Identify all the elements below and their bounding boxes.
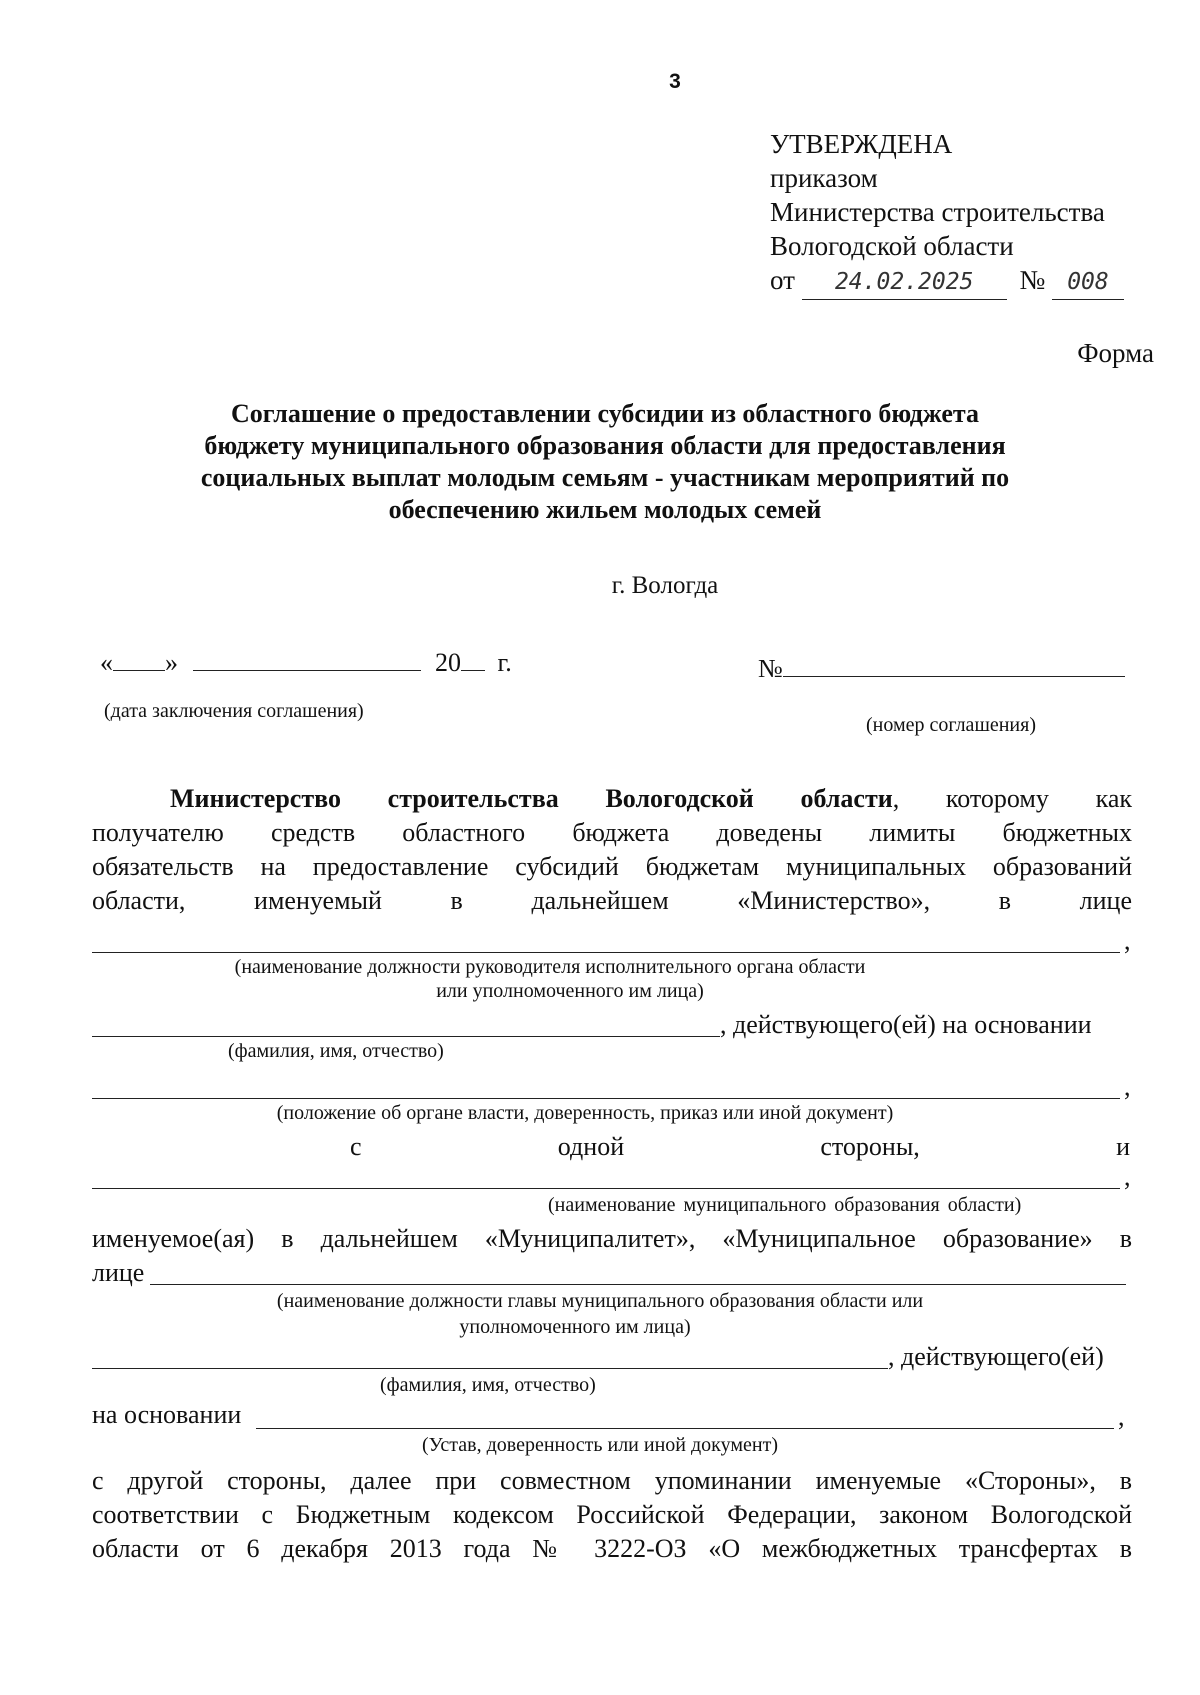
- position-2-blank[interactable]: [150, 1284, 1126, 1285]
- open-quote: «: [100, 648, 113, 677]
- title-line-4: обеспечению жильем молодых семей: [388, 495, 822, 524]
- acting: , действующего(ей): [888, 1342, 1104, 1371]
- caption-basis-1: (положение об органе власти, доверенность, приказ или иной документ): [276, 1102, 894, 1124]
- approval-line-region: Вологодской области: [770, 231, 1014, 261]
- year-prefix: 20: [435, 648, 461, 677]
- month-blank[interactable]: [193, 670, 421, 671]
- year-suffix: г.: [497, 648, 512, 677]
- approval-date-prefix: от: [770, 265, 795, 295]
- caption-position-1a: (наименование должности руководителя исполнительного органа области: [234, 956, 866, 978]
- number-caption: (номер соглашения): [866, 714, 1036, 736]
- approval-heading: УТВЕРЖДЕНА: [770, 129, 953, 159]
- one-side-line: с одной стороны, и: [350, 1132, 1130, 1161]
- day-blank[interactable]: [113, 670, 165, 671]
- document-title: [130, 398, 1080, 526]
- title-line-3: социальных выплат молодым семьям - участникам мероприятий по: [200, 463, 1010, 492]
- year-blank[interactable]: [461, 670, 485, 671]
- in-person-label: лице: [92, 1258, 145, 1287]
- page-number: 3: [669, 70, 681, 93]
- caption-position-1b: или уполномоченного им лица): [436, 980, 704, 1002]
- form-label: Форма: [1077, 338, 1154, 368]
- city: г. Вологда: [611, 572, 719, 599]
- basis-2-blank[interactable]: [256, 1428, 1114, 1429]
- agreement-number-field: [758, 654, 1125, 684]
- caption-position-2a: (наименование должности главы муниципального образования области или: [276, 1290, 924, 1312]
- p1-line-4: области, именуемый в дальнейшем «Министерство», в лице: [92, 886, 1132, 915]
- final-line-2: соответствии с Бюджетным кодексом Российской Федерации, законом Вологодской: [92, 1500, 1132, 1529]
- title-line-2: бюджету муниципального образования области для предоставления: [204, 431, 1006, 460]
- approval-date-row: [770, 264, 1124, 300]
- p1-line-1: [92, 784, 1132, 814]
- approval-number-handwritten: 008: [1052, 266, 1124, 300]
- caption-basis-2: (Устав, доверенность или иной документ): [422, 1434, 778, 1456]
- fio-1-blank[interactable]: [92, 1036, 720, 1037]
- caption-fio-2: (фамилия, имя, отчество): [380, 1374, 596, 1396]
- named-line: именуемое(ая) в дальнейшем «Муниципалитет», «Муниципальное образование» в: [92, 1224, 1132, 1253]
- p1-line-1-rest: , которому как: [892, 784, 1133, 813]
- p1-line-2: получателю средств областного бюджета доведены лимиты бюджетных: [92, 818, 1132, 847]
- basis-1-blank[interactable]: [92, 1098, 1120, 1099]
- final-line-3: области от 6 декабря 2013 года № 3222-ОЗ «О межбюджетных трансфертах в: [92, 1534, 1132, 1563]
- comma-2: ,: [1124, 1072, 1131, 1101]
- comma-4: ,: [1118, 1402, 1125, 1431]
- approval-line-order: приказом: [770, 163, 878, 193]
- acting-on-basis: , действующего(ей) на основании: [720, 1010, 1092, 1039]
- position-1-blank[interactable]: [92, 952, 1120, 953]
- title-line-1: Соглашение о предоставлении субсидии из областного бюджета: [230, 399, 979, 428]
- municipality-blank[interactable]: [92, 1188, 1120, 1189]
- comma-1: ,: [1124, 926, 1131, 955]
- caption-fio-1: (фамилия, имя, отчество): [228, 1040, 444, 1062]
- approval-line-ministry: Министерства строительства: [770, 197, 1105, 227]
- fio-2-blank[interactable]: [92, 1368, 888, 1369]
- comma-3: ,: [1124, 1162, 1131, 1191]
- number-sign: №: [758, 654, 783, 683]
- date-caption: (дата заключения соглашения): [104, 700, 364, 722]
- agreement-number-blank[interactable]: [783, 676, 1125, 677]
- caption-position-2b: уполномоченного им лица): [459, 1316, 691, 1338]
- final-line-1: с другой стороны, далее при совместном упоминании именуемые «Стороны», в: [92, 1466, 1132, 1495]
- ministry-name: Министерство строительства Вологодской области: [170, 784, 893, 813]
- caption-municipality: (наименование муниципального образования области): [548, 1194, 1022, 1216]
- date-field: [100, 648, 512, 678]
- approval-number-prefix: №: [1019, 265, 1046, 295]
- close-quote: »: [165, 648, 178, 677]
- on-basis-label: на основании: [92, 1400, 242, 1429]
- p1-line-3: обязательств на предоставление субсидий бюджетам муниципальных образований: [92, 852, 1132, 881]
- approval-date-handwritten: 24.02.2025: [802, 266, 1007, 300]
